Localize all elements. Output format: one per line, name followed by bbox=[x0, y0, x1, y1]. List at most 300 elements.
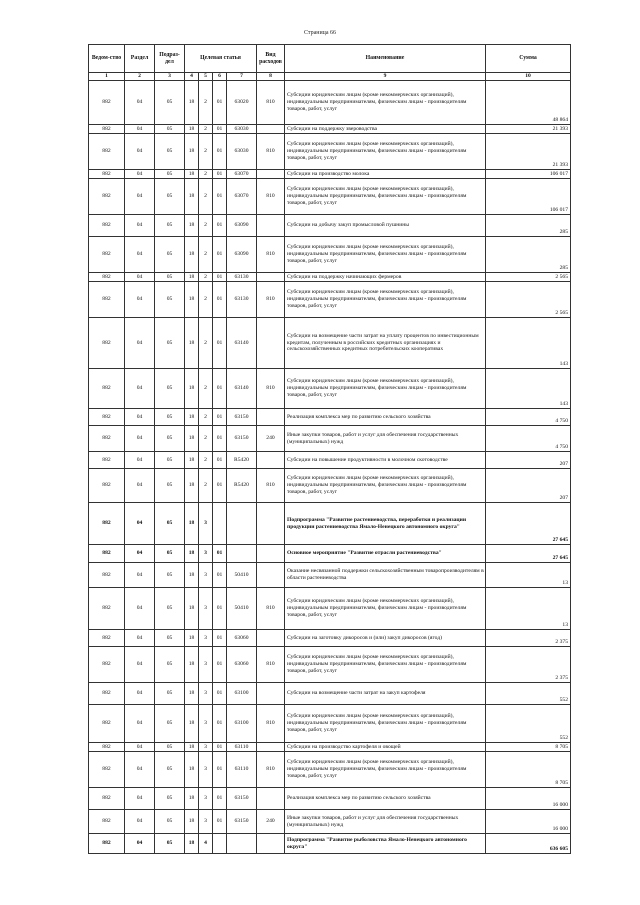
subsection-code: 05 bbox=[155, 134, 185, 170]
expense-type-code bbox=[257, 273, 285, 282]
dept-code: 882 bbox=[89, 503, 125, 545]
table-row bbox=[89, 452, 571, 469]
dept-code: 882 bbox=[89, 683, 125, 705]
dept-code: 882 bbox=[89, 743, 125, 752]
item-name: Оказание несвязанной поддержки сельскохозяйственным товаропроизводителям в области растениеводства bbox=[285, 563, 486, 588]
event-code: 01 bbox=[213, 810, 227, 834]
subsection-code: 05 bbox=[155, 469, 185, 503]
direction-code: 63030 bbox=[227, 134, 257, 170]
section-code: 04 bbox=[125, 752, 155, 788]
item-name: Субсидии юридическим лицам (кроме некоммерческих организаций), индивидуальным предпринимателям, физическим лицам - производителям товаров, работ, услуг bbox=[285, 705, 486, 743]
direction-code: 63060 bbox=[227, 630, 257, 647]
item-sum: 106 017 bbox=[486, 179, 571, 215]
direction-code: R5420 bbox=[227, 469, 257, 503]
subprogram-code: 2 bbox=[199, 282, 213, 318]
item-sum: 552 bbox=[486, 683, 571, 705]
event-code: 01 bbox=[213, 563, 227, 588]
subprogram-code: 2 bbox=[199, 452, 213, 469]
expense-type-code: 810 bbox=[257, 647, 285, 683]
event-code: 01 bbox=[213, 683, 227, 705]
table-row bbox=[89, 752, 571, 788]
item-name: Субсидии юридическим лицам (кроме некоммерческих организаций), индивидуальным предпринимателям, физическим лицам - производителям товаров, работ, услуг bbox=[285, 369, 486, 409]
expense-type-code: 810 bbox=[257, 469, 285, 503]
expense-type-code bbox=[257, 125, 285, 134]
item-name: Основное мероприятие "Развитие отрасли растениеводства" bbox=[285, 545, 486, 563]
expense-type-code bbox=[257, 683, 285, 705]
header-sum: Сумма bbox=[486, 45, 571, 73]
program-code: 18 bbox=[185, 545, 199, 563]
budget-table bbox=[88, 44, 571, 854]
direction-code: 63150 bbox=[227, 788, 257, 810]
subprogram-code: 2 bbox=[199, 469, 213, 503]
event-code: 01 bbox=[213, 743, 227, 752]
column-number-cell: 5 bbox=[199, 73, 213, 81]
direction-code: 63100 bbox=[227, 705, 257, 743]
column-number-cell: 1 bbox=[89, 73, 125, 81]
event-code: 01 bbox=[213, 237, 227, 273]
subsection-code: 05 bbox=[155, 705, 185, 743]
table-row bbox=[89, 125, 571, 134]
subprogram-code: 2 bbox=[199, 170, 213, 179]
subprogram-code: 2 bbox=[199, 409, 213, 426]
expense-type-code: 810 bbox=[257, 81, 285, 125]
table-row bbox=[89, 282, 571, 318]
table-body bbox=[89, 81, 571, 854]
item-sum: 2 375 bbox=[486, 630, 571, 647]
program-code: 18 bbox=[185, 810, 199, 834]
expense-type-code: 240 bbox=[257, 810, 285, 834]
expense-type-code bbox=[257, 503, 285, 545]
program-code: 18 bbox=[185, 170, 199, 179]
item-name: Субсидии на повышение продуктивности в молочном скотоводстве bbox=[285, 452, 486, 469]
subsection-code: 05 bbox=[155, 282, 185, 318]
expense-type-code: 810 bbox=[257, 705, 285, 743]
item-sum: 21 393 bbox=[486, 134, 571, 170]
event-code: 01 bbox=[213, 647, 227, 683]
direction-code: 63060 bbox=[227, 647, 257, 683]
subprogram-code: 3 bbox=[199, 752, 213, 788]
section-code: 04 bbox=[125, 545, 155, 563]
direction-code: 63030 bbox=[227, 125, 257, 134]
subprogram-code: 2 bbox=[199, 273, 213, 282]
section-code: 04 bbox=[125, 409, 155, 426]
subprogram-code: 3 bbox=[199, 630, 213, 647]
item-name: Субсидии на заготовку дикоросов и (или) закуп дикоросов (ягод) bbox=[285, 630, 486, 647]
section-code: 04 bbox=[125, 647, 155, 683]
event-code: 01 bbox=[213, 752, 227, 788]
direction-code: 63020 bbox=[227, 81, 257, 125]
subprogram-code: 2 bbox=[199, 215, 213, 237]
table-row bbox=[89, 469, 571, 503]
program-code: 18 bbox=[185, 563, 199, 588]
column-number-cell: 8 bbox=[257, 73, 285, 81]
table-row bbox=[89, 426, 571, 452]
column-number-cell: 4 bbox=[185, 73, 199, 81]
subprogram-code: 3 bbox=[199, 788, 213, 810]
expense-type-code bbox=[257, 630, 285, 647]
item-name: Иные закупки товаров, работ и услуг для обеспечения государственных (муниципальных) нужд bbox=[285, 426, 486, 452]
subprogram-code: 3 bbox=[199, 545, 213, 563]
dept-code: 882 bbox=[89, 563, 125, 588]
subsection-code: 05 bbox=[155, 834, 185, 854]
program-code: 18 bbox=[185, 237, 199, 273]
item-sum: 8 705 bbox=[486, 752, 571, 788]
item-sum: 285 bbox=[486, 215, 571, 237]
section-code: 04 bbox=[125, 282, 155, 318]
section-code: 04 bbox=[125, 426, 155, 452]
dept-code: 882 bbox=[89, 705, 125, 743]
table-row bbox=[89, 134, 571, 170]
item-sum: 552 bbox=[486, 705, 571, 743]
item-sum: 636 605 bbox=[486, 834, 571, 854]
subsection-code: 05 bbox=[155, 237, 185, 273]
program-code: 18 bbox=[185, 788, 199, 810]
dept-code: 882 bbox=[89, 834, 125, 854]
event-code: 01 bbox=[213, 125, 227, 134]
item-sum: 143 bbox=[486, 318, 571, 369]
item-sum: 27 645 bbox=[486, 503, 571, 545]
section-code: 04 bbox=[125, 125, 155, 134]
expense-type-code bbox=[257, 545, 285, 563]
event-code: 01 bbox=[213, 170, 227, 179]
header-name: Наименование bbox=[285, 45, 486, 73]
expense-type-code bbox=[257, 452, 285, 469]
dept-code: 882 bbox=[89, 318, 125, 369]
program-code: 18 bbox=[185, 273, 199, 282]
dept-code: 882 bbox=[89, 588, 125, 630]
event-code: 01 bbox=[213, 630, 227, 647]
subprogram-code: 2 bbox=[199, 369, 213, 409]
direction-code: 63150 bbox=[227, 810, 257, 834]
expense-type-code: 240 bbox=[257, 426, 285, 452]
header-target-article: Целевая статья bbox=[185, 45, 257, 73]
event-code: 01 bbox=[213, 81, 227, 125]
dept-code: 882 bbox=[89, 647, 125, 683]
column-number-cell: 9 bbox=[285, 73, 486, 81]
item-sum: 13 bbox=[486, 563, 571, 588]
event-code: 01 bbox=[213, 452, 227, 469]
item-sum: 207 bbox=[486, 469, 571, 503]
section-code: 04 bbox=[125, 834, 155, 854]
subsection-code: 05 bbox=[155, 752, 185, 788]
event-code: 01 bbox=[213, 588, 227, 630]
event-code: 01 bbox=[213, 426, 227, 452]
table-row bbox=[89, 588, 571, 630]
subprogram-code: 3 bbox=[199, 647, 213, 683]
header-subsection: Подраз-дел bbox=[155, 45, 185, 73]
column-number-cell: 7 bbox=[227, 73, 257, 81]
table-row bbox=[89, 409, 571, 426]
direction-code: 63110 bbox=[227, 752, 257, 788]
item-name: Субсидии юридическим лицам (кроме некоммерческих организаций), индивидуальным предпринимателям, физическим лицам - производителям товаров, работ, услуг bbox=[285, 588, 486, 630]
dept-code: 882 bbox=[89, 134, 125, 170]
subsection-code: 05 bbox=[155, 683, 185, 705]
event-code: 01 bbox=[213, 369, 227, 409]
table-row bbox=[89, 705, 571, 743]
expense-type-code bbox=[257, 170, 285, 179]
item-name: Субсидии юридическим лицам (кроме некоммерческих организаций), индивидуальным предпринимателям, физическим лицам - производителям товаров, работ, услуг bbox=[285, 752, 486, 788]
section-code: 04 bbox=[125, 452, 155, 469]
expense-type-code bbox=[257, 563, 285, 588]
item-name: Субсидии юридическим лицам (кроме некоммерческих организаций), индивидуальным предпринимателям, физическим лицам - производителям товаров, работ, услуг bbox=[285, 282, 486, 318]
dept-code: 882 bbox=[89, 282, 125, 318]
subprogram-code: 2 bbox=[199, 179, 213, 215]
expense-type-code: 810 bbox=[257, 752, 285, 788]
direction-code: 63070 bbox=[227, 170, 257, 179]
event-code bbox=[213, 503, 227, 545]
item-name: Субсидии на добычу закуп промысловой пушнины bbox=[285, 215, 486, 237]
event-code: 01 bbox=[213, 469, 227, 503]
dept-code: 882 bbox=[89, 369, 125, 409]
table-row bbox=[89, 788, 571, 810]
direction-code: 63150 bbox=[227, 426, 257, 452]
page-number-label: Страница 66 bbox=[303, 30, 337, 36]
table-row bbox=[89, 273, 571, 282]
section-code: 04 bbox=[125, 588, 155, 630]
table-row bbox=[89, 179, 571, 215]
item-name: Субсидии на возмещение части затрат на уплату процентов по инвестиционным кредитам, полученным в российских кредитных организациях и сельскохозяйственных кредитных потребительских кооперативах bbox=[285, 318, 486, 369]
item-name: Подпрограмма "Развитие растениеводства, переработки и реализации продукции растениеводства Ямало-Ненецкого автономного округа" bbox=[285, 503, 486, 545]
event-code: 01 bbox=[213, 705, 227, 743]
direction-code: 63130 bbox=[227, 273, 257, 282]
item-name: Субсидии юридическим лицам (кроме некоммерческих организаций), индивидуальным предпринимателям, физическим лицам - производителям товаров, работ, услуг bbox=[285, 647, 486, 683]
program-code: 18 bbox=[185, 743, 199, 752]
header-dept: Ведом-ство bbox=[89, 45, 125, 73]
direction-code: 50410 bbox=[227, 588, 257, 630]
program-code: 18 bbox=[185, 134, 199, 170]
section-code: 04 bbox=[125, 237, 155, 273]
section-code: 04 bbox=[125, 788, 155, 810]
program-code: 18 bbox=[185, 179, 199, 215]
subprogram-code: 3 bbox=[199, 563, 213, 588]
item-name: Субсидии юридическим лицам (кроме некоммерческих организаций), индивидуальным предпринимателям, физическим лицам - производителям товаров, работ, услуг bbox=[285, 134, 486, 170]
direction-code bbox=[227, 834, 257, 854]
subprogram-code: 4 bbox=[199, 834, 213, 854]
item-sum: 4 750 bbox=[486, 409, 571, 426]
event-code: 01 bbox=[213, 215, 227, 237]
table-row bbox=[89, 834, 571, 854]
section-code: 04 bbox=[125, 179, 155, 215]
program-code: 18 bbox=[185, 752, 199, 788]
subsection-code: 05 bbox=[155, 369, 185, 409]
item-sum: 143 bbox=[486, 369, 571, 409]
column-number-cell: 6 bbox=[213, 73, 227, 81]
expense-type-code bbox=[257, 788, 285, 810]
item-sum: 207 bbox=[486, 452, 571, 469]
program-code: 18 bbox=[185, 409, 199, 426]
section-code: 04 bbox=[125, 318, 155, 369]
direction-code: 63110 bbox=[227, 743, 257, 752]
event-code: 01 bbox=[213, 179, 227, 215]
table-row bbox=[89, 630, 571, 647]
table-row bbox=[89, 563, 571, 588]
table-row bbox=[89, 215, 571, 237]
direction-code: 63130 bbox=[227, 282, 257, 318]
expense-type-code: 810 bbox=[257, 179, 285, 215]
subsection-code: 05 bbox=[155, 273, 185, 282]
header-expense-type: Вид расходов bbox=[257, 45, 285, 73]
program-code: 18 bbox=[185, 369, 199, 409]
subprogram-code: 3 bbox=[199, 743, 213, 752]
expense-type-code bbox=[257, 318, 285, 369]
dept-code: 882 bbox=[89, 81, 125, 125]
program-code: 18 bbox=[185, 426, 199, 452]
dept-code: 882 bbox=[89, 545, 125, 563]
dept-code: 882 bbox=[89, 409, 125, 426]
direction-code: 63150 bbox=[227, 409, 257, 426]
section-code: 04 bbox=[125, 810, 155, 834]
header-section: Раздел bbox=[125, 45, 155, 73]
program-code: 18 bbox=[185, 630, 199, 647]
item-name: Субсидии юридическим лицам (кроме некоммерческих организаций), индивидуальным предпринимателям, физическим лицам - производителям товаров, работ, услуг bbox=[285, 469, 486, 503]
subsection-code: 05 bbox=[155, 810, 185, 834]
program-code: 18 bbox=[185, 452, 199, 469]
expense-type-code: 810 bbox=[257, 282, 285, 318]
subsection-code: 05 bbox=[155, 588, 185, 630]
table-row bbox=[89, 743, 571, 752]
section-code: 04 bbox=[125, 469, 155, 503]
table-row bbox=[89, 810, 571, 834]
subprogram-code: 2 bbox=[199, 81, 213, 125]
direction-code: 63140 bbox=[227, 369, 257, 409]
subsection-code: 05 bbox=[155, 426, 185, 452]
subsection-code: 05 bbox=[155, 452, 185, 469]
direction-code bbox=[227, 545, 257, 563]
event-code: 01 bbox=[213, 273, 227, 282]
subsection-code: 05 bbox=[155, 788, 185, 810]
table-row bbox=[89, 683, 571, 705]
column-number-cell: 2 bbox=[125, 73, 155, 81]
subprogram-code: 2 bbox=[199, 318, 213, 369]
section-code: 04 bbox=[125, 369, 155, 409]
subsection-code: 05 bbox=[155, 170, 185, 179]
section-code: 04 bbox=[125, 743, 155, 752]
subsection-code: 05 bbox=[155, 215, 185, 237]
subsection-code: 05 bbox=[155, 563, 185, 588]
item-name: Субсидии юридическим лицам (кроме некоммерческих организаций), индивидуальным предпринимателям, физическим лицам - производителям товаров, работ, услуг bbox=[285, 179, 486, 215]
section-code: 04 bbox=[125, 273, 155, 282]
event-code: 01 bbox=[213, 545, 227, 563]
item-name: Субсидии на поддержку звероводства bbox=[285, 125, 486, 134]
dept-code: 882 bbox=[89, 810, 125, 834]
item-sum: 8 705 bbox=[486, 743, 571, 752]
dept-code: 882 bbox=[89, 469, 125, 503]
subprogram-code: 2 bbox=[199, 237, 213, 273]
item-sum: 21 393 bbox=[486, 125, 571, 134]
section-code: 04 bbox=[125, 81, 155, 125]
subsection-code: 05 bbox=[155, 545, 185, 563]
item-name: Субсидии на поддержку начинающих фермеров bbox=[285, 273, 486, 282]
table-row bbox=[89, 318, 571, 369]
expense-type-code: 810 bbox=[257, 588, 285, 630]
item-sum: 48 864 bbox=[486, 81, 571, 125]
expense-type-code: 810 bbox=[257, 237, 285, 273]
section-code: 04 bbox=[125, 683, 155, 705]
program-code: 18 bbox=[185, 705, 199, 743]
table-row bbox=[89, 170, 571, 179]
item-name: Иные закупки товаров, работ и услуг для обеспечения государственных (муниципальных) нужд bbox=[285, 810, 486, 834]
item-name: Субсидии юридическим лицам (кроме некоммерческих организаций), индивидуальным предпринимателям, физическим лицам - производителям товаров, работ, услуг bbox=[285, 237, 486, 273]
subsection-code: 05 bbox=[155, 179, 185, 215]
section-code: 04 bbox=[125, 705, 155, 743]
table-header bbox=[89, 45, 571, 81]
item-sum: 2 375 bbox=[486, 647, 571, 683]
direction-code: R5420 bbox=[227, 452, 257, 469]
program-code: 18 bbox=[185, 683, 199, 705]
column-number-cell: 3 bbox=[155, 73, 185, 81]
section-code: 04 bbox=[125, 630, 155, 647]
dept-code: 882 bbox=[89, 125, 125, 134]
item-name: Реализация комплекса мер по развитию сельского хозяйства bbox=[285, 788, 486, 810]
event-code: 01 bbox=[213, 409, 227, 426]
subprogram-code: 3 bbox=[199, 588, 213, 630]
subprogram-code: 2 bbox=[199, 134, 213, 170]
program-code: 18 bbox=[185, 215, 199, 237]
dept-code: 882 bbox=[89, 273, 125, 282]
expense-type-code: 810 bbox=[257, 369, 285, 409]
column-number-cell: 10 bbox=[486, 73, 571, 81]
item-sum: 2 565 bbox=[486, 282, 571, 318]
item-sum: 16 000 bbox=[486, 810, 571, 834]
subsection-code: 05 bbox=[155, 630, 185, 647]
column-number-row bbox=[89, 73, 571, 81]
dept-code: 882 bbox=[89, 788, 125, 810]
section-code: 04 bbox=[125, 170, 155, 179]
subsection-code: 05 bbox=[155, 503, 185, 545]
item-sum: 2 565 bbox=[486, 273, 571, 282]
item-name: Реализация комплекса мер по развитию сельского хозяйства bbox=[285, 409, 486, 426]
direction-code: 63070 bbox=[227, 179, 257, 215]
expense-type-code bbox=[257, 409, 285, 426]
event-code: 01 bbox=[213, 788, 227, 810]
direction-code: 63090 bbox=[227, 215, 257, 237]
subprogram-code: 3 bbox=[199, 705, 213, 743]
expense-type-code bbox=[257, 834, 285, 854]
subsection-code: 05 bbox=[155, 318, 185, 369]
program-code: 18 bbox=[185, 81, 199, 125]
subprogram-code: 3 bbox=[199, 683, 213, 705]
direction-code: 50410 bbox=[227, 563, 257, 588]
section-code: 04 bbox=[125, 134, 155, 170]
subsection-code: 05 bbox=[155, 409, 185, 426]
section-code: 04 bbox=[125, 503, 155, 545]
item-name: Субсидии юридическим лицам (кроме некоммерческих организаций), индивидуальным предпринимателям, физическим лицам - производителям товаров, работ, услуг bbox=[285, 81, 486, 125]
dept-code: 882 bbox=[89, 170, 125, 179]
table-row bbox=[89, 369, 571, 409]
direction-code: 63140 bbox=[227, 318, 257, 369]
item-sum: 13 bbox=[486, 588, 571, 630]
subprogram-code: 2 bbox=[199, 125, 213, 134]
dept-code: 882 bbox=[89, 630, 125, 647]
section-code: 04 bbox=[125, 563, 155, 588]
item-name: Субсидии на возмещение части затрат на закуп картофеля bbox=[285, 683, 486, 705]
event-code: 01 bbox=[213, 282, 227, 318]
item-sum: 106 017 bbox=[486, 170, 571, 179]
dept-code: 882 bbox=[89, 179, 125, 215]
program-code: 18 bbox=[185, 834, 199, 854]
dept-code: 882 bbox=[89, 752, 125, 788]
direction-code: 63100 bbox=[227, 683, 257, 705]
item-name: Субсидии на производство картофеля и овощей bbox=[285, 743, 486, 752]
subprogram-code: 2 bbox=[199, 426, 213, 452]
table-row bbox=[89, 545, 571, 563]
item-sum: 16 000 bbox=[486, 788, 571, 810]
table-row bbox=[89, 81, 571, 125]
subprogram-code: 3 bbox=[199, 503, 213, 545]
dept-code: 882 bbox=[89, 452, 125, 469]
program-code: 18 bbox=[185, 588, 199, 630]
item-name: Субсидии на производство молока bbox=[285, 170, 486, 179]
